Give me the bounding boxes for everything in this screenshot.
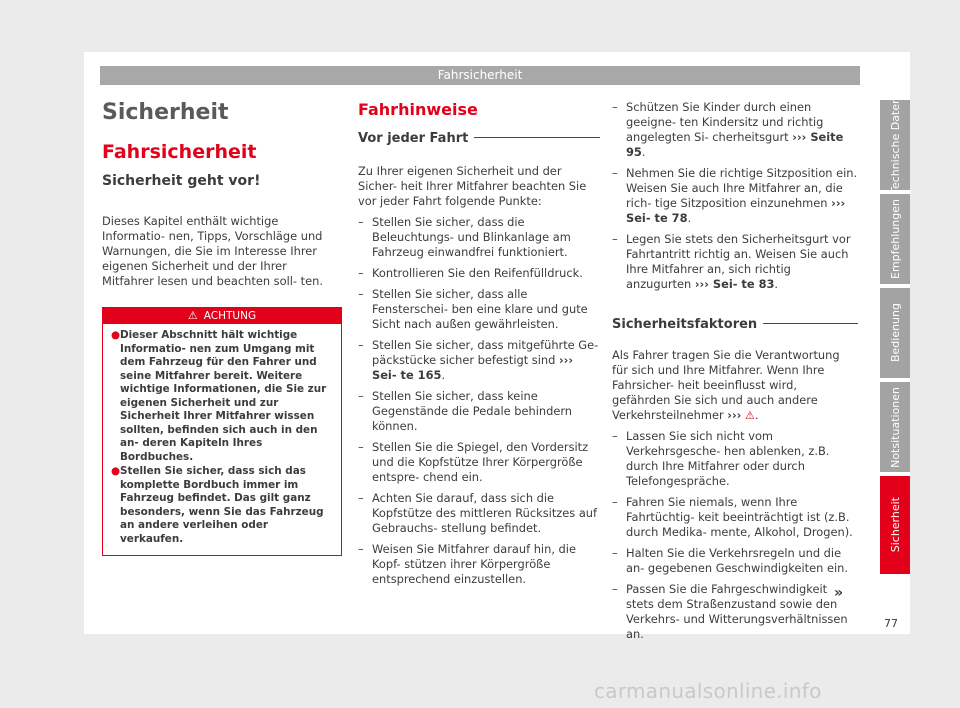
watermark: carmanualsonline.info <box>594 679 822 703</box>
warning-reference-link[interactable]: ››› <box>727 408 742 422</box>
list-item: – Nehmen Sie die richtige Sitzposition ein. Weisen Sie auch Ihre Mitfahrer an, die rich- tige Sitzposition einzunehmen ››› Sei- te 78. <box>612 166 858 225</box>
list-item: – Stellen Sie die Spiegel, den Vordersitz und die Kopfstütze Ihrer Körpergröße entspre- chend ein. <box>358 440 589 484</box>
page-reference-link[interactable]: ››› Sei- te 83 <box>694 277 775 291</box>
page-header: Fahrsicherheit <box>100 66 860 85</box>
chapter-subtitle: Fahrsicherheit <box>102 141 257 163</box>
intro-text: Zu Ihrer eigenen Sicherheit und der Sicher- heit Ihrer Mitfahrer beachten Sie vor jeder Fahrt folgende Punkte: <box>358 164 587 208</box>
divider <box>474 137 600 138</box>
left-column <box>102 100 342 556</box>
list-item: – Passen Sie die Fahrgeschwindigkeit stets dem Straßenzustand sowie den Verkehrs- und Witterungsverhältnissen an. <box>612 582 848 641</box>
divider <box>763 323 858 324</box>
list-item: – Achten Sie darauf, dass sich die Kopfstütze des mittleren Rücksitzes auf Gebrauchs- stellung befindet. <box>358 491 598 535</box>
intro-text: Dieses Kapitel enthält wichtige Informatio- nen, Tipps, Vorschläge und Warnungen, die Sie im Interesse Ihrer eigenen Sicherheit und der Ihrer Mitfahrer lesen und beachten soll- ten. <box>102 214 323 288</box>
subsection-title: Vor jeder Fahrt <box>358 131 469 146</box>
page-reference-link[interactable]: ››› Sei- te 78 <box>626 196 846 225</box>
warning-label: ACHTUNG <box>203 310 257 322</box>
warning-triangle-icon: ⚠ <box>187 309 198 322</box>
right-column <box>612 100 858 642</box>
list-item: – Stellen Sie sicher, dass keine Gegenstände die Pedale behindern können. <box>358 389 573 433</box>
checklist <box>358 215 600 587</box>
list-item: – Stellen Sie sicher, dass die Beleuchtungs- und Blinkanlage am Fahrzeug einwandfrei funktioniert. <box>358 215 571 259</box>
tab-sicherheit[interactable]: Sicherheit <box>880 476 910 574</box>
page-number: 77 <box>884 617 898 630</box>
warning-box <box>102 307 342 556</box>
bullet-icon: ● <box>111 465 121 477</box>
chapter-tabs <box>880 96 910 578</box>
tab-notsituationen[interactable]: Notsituationen <box>880 382 910 472</box>
chapter-title: Sicherheit <box>102 100 229 125</box>
warning-body <box>103 324 341 555</box>
warning-item: ● Dieser Abschnitt hält wichtige Informatio- nen zum Umgang mit dem Fahrzeug für den Fahrer und seine Mitfahrer bereit. Weitere wichtige Informationen, die Sie zur eigenen Sicherheit und zur Sicherheit Ihrer Mitfahrer wissen sollten, befinden sich auch in den an- deren Kapiteln Ihres Bordbuches. <box>111 329 327 463</box>
warning-header <box>103 308 341 324</box>
subsection-title: Sicherheitsfaktoren <box>612 317 758 332</box>
list-item: – Legen Sie stets den Sicherheitsgurt vor Fahrtantritt richtig an. Weisen Sie auch Ihre Mitfahrer an, sich richtig anzugurten ››› Sei- te 83. <box>612 232 851 291</box>
section-heading: Sicherheit geht vor! <box>102 173 261 189</box>
list-item: – Halten Sie die Verkehrsregeln und die an- gegebenen Geschwindigkeiten ein. <box>612 546 848 575</box>
tab-technische-daten[interactable]: Technische Daten <box>880 100 910 190</box>
list-item: – Stellen Sie sicher, dass alle Fensterschei- ben eine klare und gute Sicht nach außen gewährleisten. <box>358 287 588 331</box>
list-item: – Fahren Sie niemals, wenn Ihre Fahrtüchtig- keit beeinträchtigt ist (z.B. durch Medika- mente, Alkohol, Drogen). <box>612 495 853 539</box>
list-item: – Lassen Sie sich nicht vom Verkehrsgesche- hen ablenken, z.B. durch Ihre Mitfahrer oder durch Telefongespräche. <box>612 429 830 488</box>
checklist-continued <box>612 100 858 292</box>
section-title-fahrhinweise: Fahrhinweise <box>358 100 478 119</box>
page-reference-link[interactable]: ››› Sei- te 165 <box>372 353 574 382</box>
list-item: – Kontrollieren Sie den Reifenfülldruck. <box>358 266 583 280</box>
tab-bedienung[interactable]: Bedienung <box>880 288 910 378</box>
list-item: – Schützen Sie Kinder durch einen geeigne- ten Kindersitz und richtig angelegten Si- cherheitsgurt ››› Seite 95. <box>612 100 844 159</box>
warning-triangle-icon: ⚠ <box>745 409 755 422</box>
warning-item: ● Stellen Sie sicher, dass sich das komplette Bordbuch immer im Fahrzeug befindet. Das gilt ganz besonders, wenn Sie das Fahrzeug an andere verleihen oder verkaufen. <box>111 465 324 545</box>
page-reference-link[interactable]: ››› Seite 95 <box>626 130 844 159</box>
list-item: – Stellen Sie sicher, dass mitgeführte Ge- päckstücke sicher befestigt sind ››› Sei- te 165. <box>358 338 599 382</box>
bullet-icon: ● <box>111 329 121 341</box>
continue-mark: » <box>834 585 844 601</box>
checklist <box>612 429 858 642</box>
middle-column <box>358 100 600 587</box>
list-item: – Weisen Sie Mitfahrer darauf hin, die Kopf- stützen ihrer Körpergröße entsprechend einzustellen. <box>358 542 576 586</box>
tab-empfehlungen[interactable]: Empfehlungen <box>880 194 910 284</box>
intro-text: Als Fahrer tragen Sie die Verantwortung für sich und Ihre Mitfahrer. Wenn Ihre Fahrsicher- heit beeinflusst wird, gefährden Sie sich und auch andere Verkehrsteilnehmer ››› ⚠. <box>612 348 840 422</box>
